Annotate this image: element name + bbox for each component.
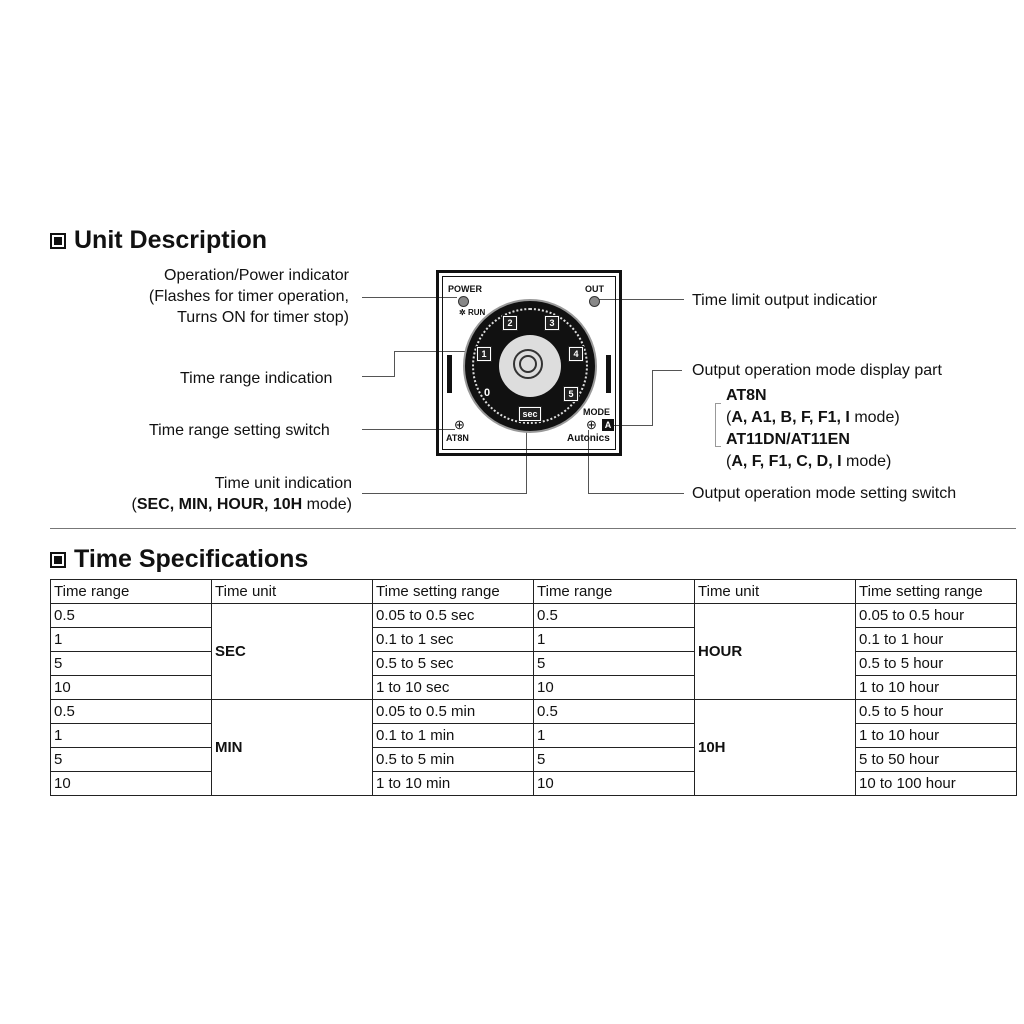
table-cell: 0.5 to 5 hour [856,700,1017,724]
time-range-switch-label: Time range setting switch [149,422,330,439]
table-row [51,724,1017,748]
table-cell: 1 [51,628,212,652]
time-specifications-table [50,579,1017,796]
leader-line [362,376,395,377]
header-cell: Time setting range [856,580,1017,604]
range-mark: 3 [545,316,559,330]
table-cell: HOUR [695,604,856,700]
table-cell: SEC [212,604,373,700]
at11-modes: A, F, F1, C, D, I [731,453,842,470]
table-cell: 1 to 10 hour [856,724,1017,748]
time-unit-indication-label [132,473,353,515]
output-indicator-label: Time limit output indicatior [692,292,878,309]
header-cell: Time range [51,580,212,604]
range-mark: 1 [477,347,491,361]
table-cell: 10 [51,772,212,796]
heading-text: Unit Description [74,226,268,254]
table-cell: 5 [534,748,695,772]
range-switch-icon[interactable]: ⊕ [454,417,465,432]
bracket-line [715,403,716,447]
header-cell: Time range [534,580,695,604]
label-line: Turns ON for timer stop) [177,309,349,326]
mode-label: MODE [583,407,610,417]
table-row [51,604,1017,628]
table-cell: 0.5 to 5 hour [856,652,1017,676]
paren: ( [131,496,137,513]
leader-line [588,493,684,494]
leader-line [652,370,653,426]
table-cell: 0.5 to 5 min [373,748,534,772]
power-indicator-label [149,265,349,328]
table-header-row [51,580,1017,604]
mode-word: mode) [854,409,900,426]
table-cell: 0.5 [51,700,212,724]
table-cell: 5 to 50 hour [856,748,1017,772]
table-cell: 0.1 to 1 min [373,724,534,748]
mode-switch-label: Output operation mode setting switch [692,485,957,502]
run-text: RUN [467,308,486,317]
label-line: Time unit indication [214,475,352,492]
power-led-icon [458,296,469,307]
table-cell: 0.05 to 0.5 min [373,700,534,724]
run-label: ✲ RUN [459,308,486,317]
square-bullet-icon [50,233,66,249]
table-cell: 0.1 to 1 hour [856,628,1017,652]
table-cell: 10 [534,772,695,796]
table-cell: 10H [695,700,856,796]
paren: ( [726,453,732,470]
paren: ( [726,409,732,426]
range-mark: 4 [569,347,583,361]
table-cell: 0.05 to 0.5 hour [856,604,1017,628]
zero-mark: 0 [484,387,491,399]
mode-switch-icon[interactable]: ⊕ [586,417,597,432]
table-cell: 1 to 10 sec [373,676,534,700]
heading-text: Time Specifications [74,545,309,573]
table-cell: 0.5 [534,604,695,628]
table-cell: 10 [51,676,212,700]
table-row [51,628,1017,652]
table-cell: 10 to 100 hour [856,772,1017,796]
time-range-indication-label: Time range indication [180,370,333,387]
out-label: OUT [585,284,604,294]
table-cell: 0.1 to 1 sec [373,628,534,652]
divider [50,528,1016,529]
table-cell: 1 to 10 hour [856,676,1017,700]
square-bullet-icon [50,552,66,568]
header-cell: Time unit [695,580,856,604]
table-cell: 0.5 to 5 sec [373,652,534,676]
table-cell: 0.5 [51,604,212,628]
table-cell: 1 [534,628,695,652]
label-line: (Flashes for timer operation, [148,288,349,305]
table-cell: 0.5 [534,700,695,724]
range-mark: 5 [564,387,578,401]
mode-display: A [602,419,614,431]
mode-word: mode) [846,453,892,470]
table-row [51,700,1017,724]
out-led-icon [589,296,600,307]
table-cell: 1 [534,724,695,748]
at8n-modes: A, A1, B, F, F1, I [731,409,850,426]
header-cell: Time setting range [373,580,534,604]
mode-suffix: mode) [306,496,352,513]
mode-display-label: Output operation mode display part [692,362,942,379]
table-cell: 10 [534,676,695,700]
leader-line [394,351,395,377]
table-cell: 5 [51,748,212,772]
model-at11: AT11DN/AT11EN [726,431,850,448]
header-cell: Time unit [212,580,373,604]
brand-logo: Autonics [567,433,610,444]
leader-line [362,493,527,494]
model-label: AT8N [446,433,469,443]
power-label: POWER [448,284,483,294]
table-row [51,772,1017,796]
table-row [51,652,1017,676]
unit-mark: sec [519,407,541,421]
side-bar [606,355,611,393]
table-cell: 5 [534,652,695,676]
side-bar [447,355,452,393]
table-cell: 0.05 to 0.5 sec [373,604,534,628]
table-row [51,676,1017,700]
mode-list [726,385,900,473]
table-cell: 1 [51,724,212,748]
table-cell: MIN [212,700,373,796]
timer-device-diagram [436,270,622,456]
bracket-line [715,403,721,404]
bracket-line [715,446,721,447]
model-at8n: AT8N [726,387,767,404]
section-heading-time-specifications [50,545,308,574]
label-line: Operation/Power indicator [164,267,349,284]
range-mark: 2 [503,316,517,330]
section-heading-unit-description [50,226,267,255]
unit-modes: SEC, MIN, HOUR, 10H [136,496,303,513]
table-row [51,748,1017,772]
dial-knob[interactable] [499,335,561,397]
leader-line [652,370,682,371]
table-cell: 5 [51,652,212,676]
table-cell: 1 to 10 min [373,772,534,796]
